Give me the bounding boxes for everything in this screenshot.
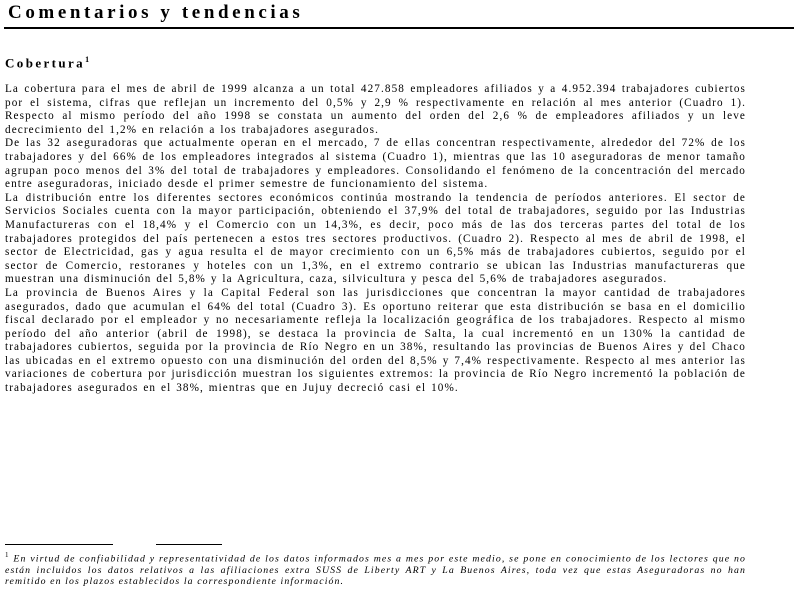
footnote — [5, 550, 746, 588]
footnote-separator — [5, 544, 113, 545]
footnote-reference: 1 — [85, 55, 90, 64]
footnote-separator-short — [156, 544, 222, 545]
body-text — [5, 83, 746, 396]
paragraph-economic-sectors: La distribución entre los diferentes sectores económicos continúa mostrando la tendencia de períodos anteriores. El sector de Servicios Sociales cuenta con la mayor participación, obteniendo el 37,9% del total de trabajadores, seguido por las Industrias Manufactureras con el 18,4% y el Comercio con un 14,3%, es decir, poco más de las dos terceras partes del total de los trabajadores protegidos del país pertenecen a estos tres sectores productivos. (Cuadro 2). Respecto al mes de abril de 1998, el sector de Electricidad, gas y agua resulta el de mayor crecimiento con un 6,5% más de trabajadores cubiertos, seguido por el sector de Comercio, restoranes y hoteles con un 1,3%, en el extremo contrario se ubican las Industrias manufactureras que muestran una disminución del 5,8% y la Agricultura, caza, silvicultura y pesca del 5,6% de trabajadores asegurados. — [5, 191, 746, 286]
paragraph-concentration: De las 32 aseguradoras que actualmente operan en el mercado, 7 de ellas concentran respectivamente, alrededor del 72% de los trabajadores y del 66% de los empleadores integrados al sistema (Cuadro 1), mientras que las 10 aseguradoras de menor tamaño agrupan poco menos del 3% del total de trabajadores y empleadores. Consolidando el fenómeno de la concentración del mercado entre aseguradoras, iniciado desde el primer semestre de funcionamiento del sistema. — [5, 137, 746, 191]
page-title: Comentarios y tendencias — [8, 2, 304, 23]
section-heading — [5, 51, 89, 72]
paragraph-coverage: La cobertura para el mes de abril de 1999 alcanza a un total 427.858 empleadores afiliados y a 4.952.394 trabajadores cubiertos por el sistema, cifras que reflejan un incremento del 0,5% y 2,9 % respectivamente en relación al mes anterior (Cuadro 1). Respecto al mismo período del año 1998 se constata un aumento del orden del 2,6 % de empleadores afiliados y un leve decrecimiento del 1,2% en relación a los trabajadores asegurados. — [5, 83, 746, 136]
paragraph-jurisdictions: La provincia de Buenos Aires y la Capital Federal son las jurisdicciones que concentran la mayor cantidad de trabajadores asegurados, dado que acumulan el 64% del total (Cuadro 3). Es oportuno reiterar que esta distribución se basa en el domicilio fiscal declarado por el empleador y no necesariamente refleja la localización geográfica de los trabajadores. Respecto al mismo período del año anterior (abril de 1998), se destaca la provincia de Salta, la cual incrementó en un 130% la cantidad de trabajadores cubiertos, seguida por la provincia de Río Negro en un 38%, resultando las provincias de Buenos Aires y del Chaco las ubicadas en el extremo opuesto con una disminución del orden del 8,5% y 7,4% respectivamente. Respecto al mes anterior las variaciones de cobertura por jurisdicción muestran los siguientes extremos: la provincia de Río Negro incrementó la población de trabajadores asegurados en el 38%, mientras que en Jujuy decreció casi el 10%. — [5, 286, 746, 395]
section-heading-text: Cobertura — [5, 55, 86, 71]
footnote-mark: 1 — [5, 551, 10, 559]
footnote-text: En virtud de confiabilidad y representatividad de los datos informados mes a mes por este medio, se pone en conocimiento de los lectores que no están incluidos los datos relativos a las afiliaciones extra SUSS de Liberty ART y La Buenos Aires, toda vez que estas Aseguradoras no han remitido en los plazos establecidos la correspondiente información. — [5, 553, 746, 588]
title-underline — [4, 27, 794, 29]
